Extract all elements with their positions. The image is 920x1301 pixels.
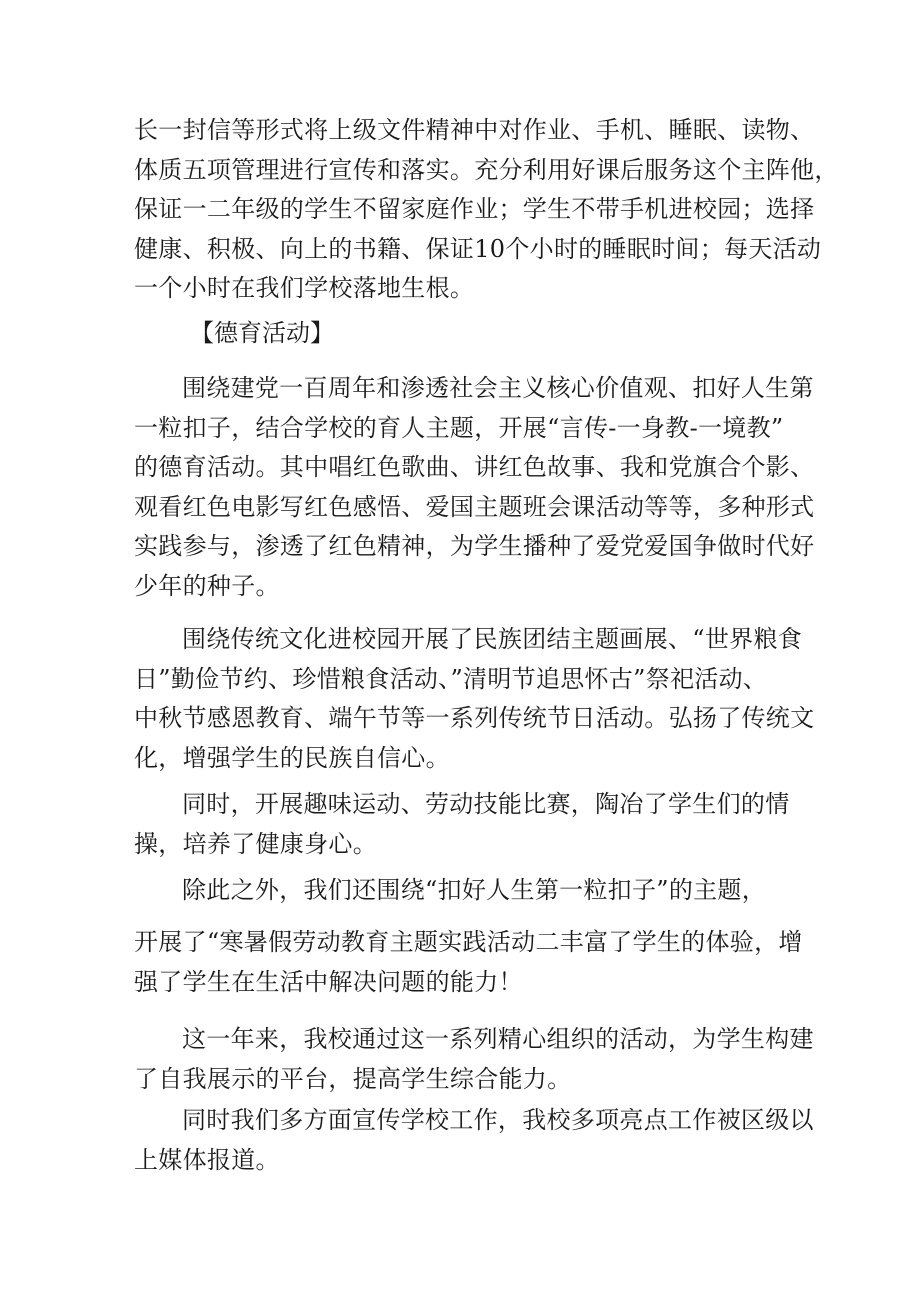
text-line: 这一年来，我校通过这一系列精心组织的活动，为学生构建 [182,1025,814,1053]
text-line: 一个小时在我们学校落地生根。 [134,274,475,302]
text-line: 围绕建党一百周年和渗透社会主义核心价值观、扣好人生第 [182,374,814,402]
text-line: 强了学生在生活中解决问题的能力！ [134,967,523,996]
paragraph-red-education [134,369,815,606]
paragraph-traditional-culture [134,620,815,778]
text-line: 体质五项管理进行宣传和落实。充分利用好课后服务这个主阵他， [134,155,839,184]
text-line: 健康、积极、向上的书籍、保证10个小时的睡眠时间；每天活动 [134,234,822,263]
text-line: 一粒扣子，结合学校的育人主题，开展“言传-一身教-一境教” [134,413,784,442]
text-line: 的德育活动。其中唱红色歌曲、讲红色故事、我和党旗合个影、 [134,453,815,481]
text-line: 中秋节感恩教育、端午节等一系列传统节日活动。弘扬了传统文 [134,704,815,732]
text-line: 少年的种子。 [134,571,280,600]
text-line: 实践参与，渗透了红色精神，为学生播种了爱党爱国争做时代好 [134,532,815,560]
text-line: 长一封信等形式将上级文件精神中对作业、手机、睡眠、读物、 [134,116,815,144]
text-line: 开展了“寒暑假劳动教育主题实践活动二丰富了学生的体验，增 [134,928,803,956]
text-line: 围绕传统文化进校园开展了民族团结主题画展、“世界粮食 [182,625,803,653]
paragraph-labor-intro [134,871,794,911]
text-line: 保证一二年级的学生不留家庭作业；学生不带手机进校园；选择 [134,195,815,223]
text-line: 上媒体报道。 [134,1145,280,1174]
text-line: 同时，开展趣味运动、劳动技能比赛，陶冶了学生们的情 [182,790,790,818]
text-line: 操，培养了健康身心。 [134,829,377,858]
text-line: 除此之外，我们还围绕“扣好人生第一粒扣子”的主题， [182,876,767,904]
paragraph-media [134,1101,814,1180]
paragraph-intro [134,111,839,309]
text-line: 了自我展示的平台，提高学生综合能力。 [134,1064,572,1093]
text-line: 日”勤俭节约、珍惜粮食活动、”清明节追思怀古”祭祀活动、 [134,664,768,693]
text-line: 同时我们多方面宣传学校工作，我校多项亮点工作被区级以 [182,1106,814,1134]
text-line: 化，增强学生的民族自信心。 [134,743,450,772]
text-line: 观看红色电影写红色感悟、爱国主题班会课活动等等，多种形式 [134,492,815,521]
paragraph-labor-practice [134,923,803,1002]
paragraph-sports [134,785,794,864]
paragraph-year-summary [134,1020,814,1099]
section-heading: 【德育活动】 [190,319,334,347]
